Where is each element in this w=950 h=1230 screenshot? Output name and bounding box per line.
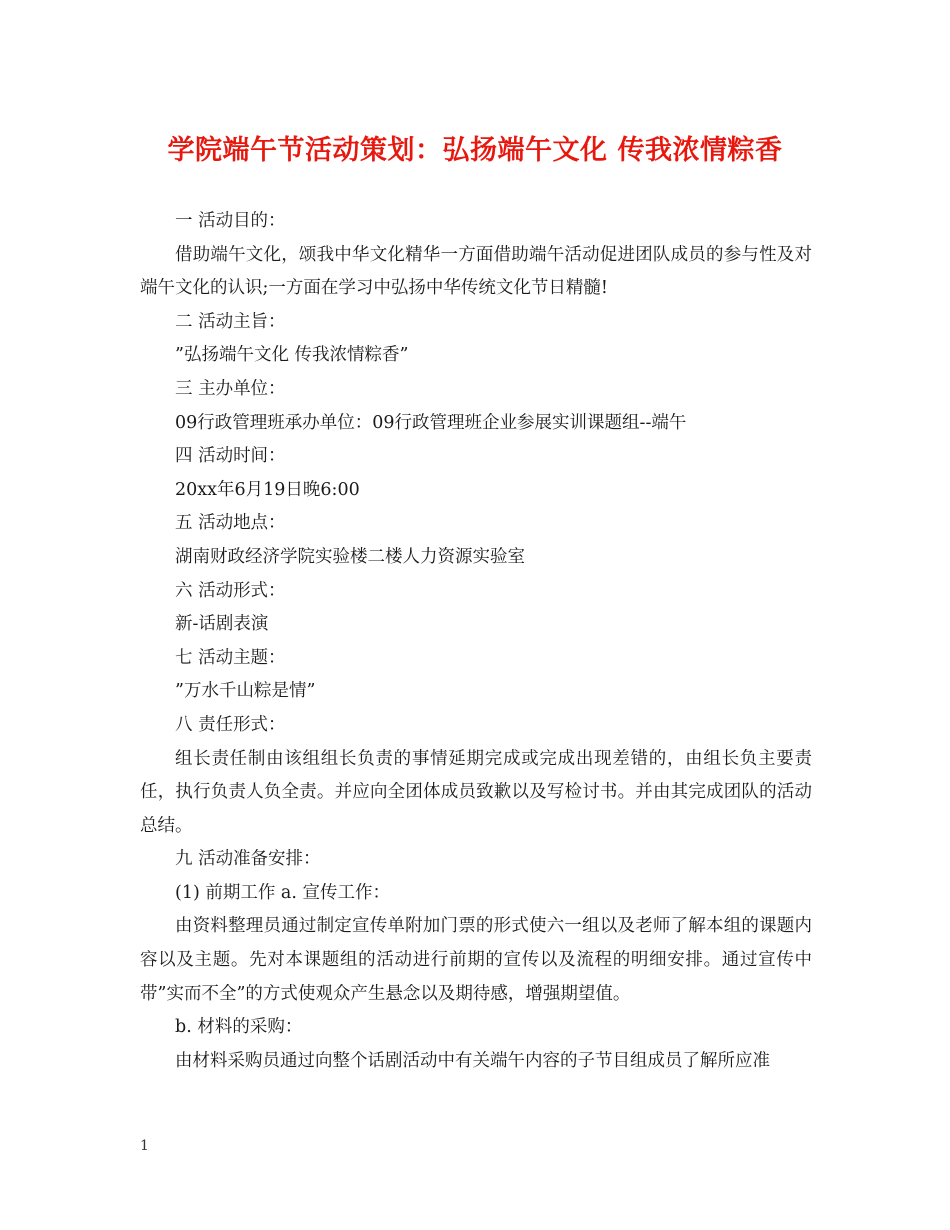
section-heading-subject: 七 活动主题： [175, 647, 286, 668]
page-number: 1 [140, 1138, 149, 1154]
paragraph-promotion: 由资料整理员通过制定宣传单附加门票的形式使六一组以及老师了解本组的课题内容以及主题。先对本课题组的活动进行前期的宣传以及流程的明细安排。通过宣传中带”实而不全”的方式使观众产生悬念以及期待感，增强期望值。 [140, 916, 812, 1004]
section-heading-theme: 二 活动主旨： [175, 311, 286, 332]
paragraph-theme: ”弘扬端午文化 传我浓情粽香” [175, 345, 409, 366]
paragraph-time: 20xx年6月19日晚6:00 [175, 479, 360, 500]
paragraph-organizer: 09行政管理班承办单位：09行政管理班企业参展实训课题组--端午 [175, 412, 687, 433]
paragraph-purpose: 借助端午文化，颂我中华文化精华一方面借助端午活动促进团队成员的参与性及对端午文化的认识;一方面在学习中弘扬中华传统文化节日精髓! [140, 244, 812, 299]
section-heading-responsibility: 八 责任形式： [175, 714, 286, 735]
section-heading-preparation: 九 活动准备安排： [175, 849, 321, 870]
subheading-promotion: (1) 前期工作 a. 宣传工作： [175, 882, 390, 903]
section-heading-purpose: 一 活动目的： [175, 211, 286, 231]
paragraph-responsibility: 组长责任制由该组组长负责的事情延期完成或完成出现差错的，由组长负主要责任，执行负责人负全责。并应向全团体成员致歉以及写检讨书。并由其完成团队的活动总结。 [140, 748, 812, 836]
section-heading-time: 四 活动时间： [175, 446, 286, 467]
subheading-purchasing: b. 材料的采购： [175, 1017, 303, 1038]
section-heading-organizer: 三 主办单位： [175, 378, 286, 399]
paragraph-location: 湖南财政经济学院实验楼二楼人力资源实验室 [175, 546, 525, 567]
section-heading-location: 五 活动地点： [175, 513, 286, 534]
paragraph-format: 新-话剧表演 [175, 614, 269, 635]
document-title: 学院端午节活动策划：弘扬端午文化 传我浓情粽香 [167, 135, 783, 166]
paragraph-subject: ”万水千山粽是情” [175, 681, 316, 702]
paragraph-purchasing: 由材料采购员通过向整个话剧活动中有关端午内容的子节目组成员了解所应准 [175, 1050, 770, 1071]
section-heading-format: 六 活动形式： [175, 580, 286, 601]
document-body [140, 205, 812, 1078]
